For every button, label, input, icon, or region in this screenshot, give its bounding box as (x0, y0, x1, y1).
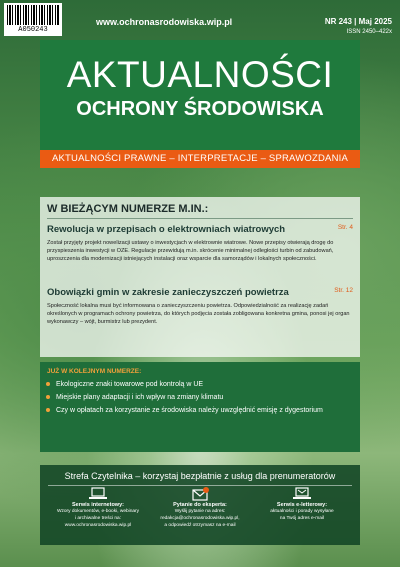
divider (48, 485, 352, 486)
service-line: www.ochronasrodowiska.wip.pl (64, 523, 132, 528)
article-title: Obowiązki gmin w zakresie zanieczyszczeń powietrza (47, 287, 289, 298)
masthead-title-line1: AKTUALNOŚCI (66, 54, 334, 95)
service-line: Wzory dokumentów, e-booki, webinary (56, 509, 140, 514)
list-item-text: Ekologiczne znaki towarowe pod kontrolą w UE (56, 381, 204, 388)
service-title: Pytanie do eksperta: (173, 502, 227, 508)
barcode (4, 3, 62, 36)
top-bar (0, 0, 400, 40)
article-title: Rewolucja w przepisach o elektrowniach wiatrowych (47, 224, 286, 235)
issue-info (325, 17, 392, 35)
issn: ISSN 2450–422x (346, 29, 392, 35)
article-page: Str. 12 (334, 287, 353, 294)
list-item-text: Miejskie plany adaptacji i ich wpływ na zmiany klimatu (56, 394, 224, 401)
article-1[interactable] (47, 224, 353, 263)
service-title: Serwis e-letterowy: (276, 502, 328, 508)
article-body: Społeczność lokalna musi być informowana o zanieczyszczeniu powietrza. Odpowiedzialność za realizację zadań określonych w programach ochrony powietrza, do których podjęcia została zobligowana konkretna gmina, ponosi jej organ wykonawczy – wójt, burmistrz lub prezydent. (47, 303, 350, 325)
bullet-icon (46, 382, 50, 386)
reader-zone (40, 465, 360, 545)
service-title: Serwis internetowy: (72, 502, 124, 508)
barcode-bars (7, 5, 59, 25)
barcode-number: A050243 (18, 26, 48, 34)
issue-number: NR 243 | Maj 2025 (324, 17, 392, 26)
bullet-icon (46, 395, 50, 399)
article-2[interactable] (47, 287, 353, 326)
reader-zone-heading: Strefa Czytelnika – korzystaj bezpłatnie z usług dla prenumeratorów (64, 471, 336, 481)
list-item (46, 404, 323, 417)
service-line: redakcja@ochronasrodowiska.wip.pl, (160, 516, 240, 521)
list-item (46, 378, 323, 391)
service-line: i archiwalne treści na: (74, 516, 122, 521)
service-line: aktualności i porady wysyłane (270, 509, 334, 514)
laptop-mail-icon (292, 487, 312, 501)
tagline-bar: AKTUALNOŚCI PRAWNE – INTERPRETACJE – SPRAWOZDANIA (40, 150, 360, 168)
service-line: a odpowiedź otrzymasz na e-mail (164, 523, 236, 528)
in-this-issue-panel (40, 197, 360, 357)
service-eletter[interactable] (252, 487, 352, 522)
article-page: Str. 4 (337, 224, 353, 231)
list-item-text: Czy w opłatach za korzystanie ze środowiska należy uwzględnić emisję z dygestorium (56, 407, 323, 414)
next-issue-heading: JUŻ W KOLEJNYM NUMERZE: (47, 368, 142, 375)
bullet-icon (46, 408, 50, 412)
divider (47, 218, 353, 219)
article-body: Został przyjęty projekt nowelizacji ustawy o inwestycjach w elektrownie wiatrowe. Nowe przepisy otwierają drogę do przyspieszenia inwestycji w OZE. Regulacje przewidują m.in. skrócenie minimalnej odległości turbin od zabudowań, uproszczenia dla modernizacji istniejących instalacji oraz wsparcie dla samorządów i lokalnych społeczności. (47, 240, 334, 262)
next-issue-list (46, 378, 323, 417)
next-issue-panel (40, 362, 360, 452)
service-ask-expert[interactable] (150, 487, 250, 529)
masthead (40, 40, 360, 150)
service-line: Wyślij pytanie na adres: (174, 509, 226, 514)
list-item (46, 391, 323, 404)
laptop-icon (88, 487, 108, 501)
masthead-title-line2: OCHRONY ŚRODOWISKA (76, 98, 324, 120)
service-website[interactable] (48, 487, 148, 529)
service-line: na Twój adres e-mail (279, 516, 325, 521)
website-url[interactable]: www.ochronasrodowiska.wip.pl (96, 17, 233, 27)
in-this-issue-heading: W BIEŻĄCYM NUMERZE M.IN.: (47, 203, 209, 215)
envelope-question-icon (190, 487, 210, 501)
